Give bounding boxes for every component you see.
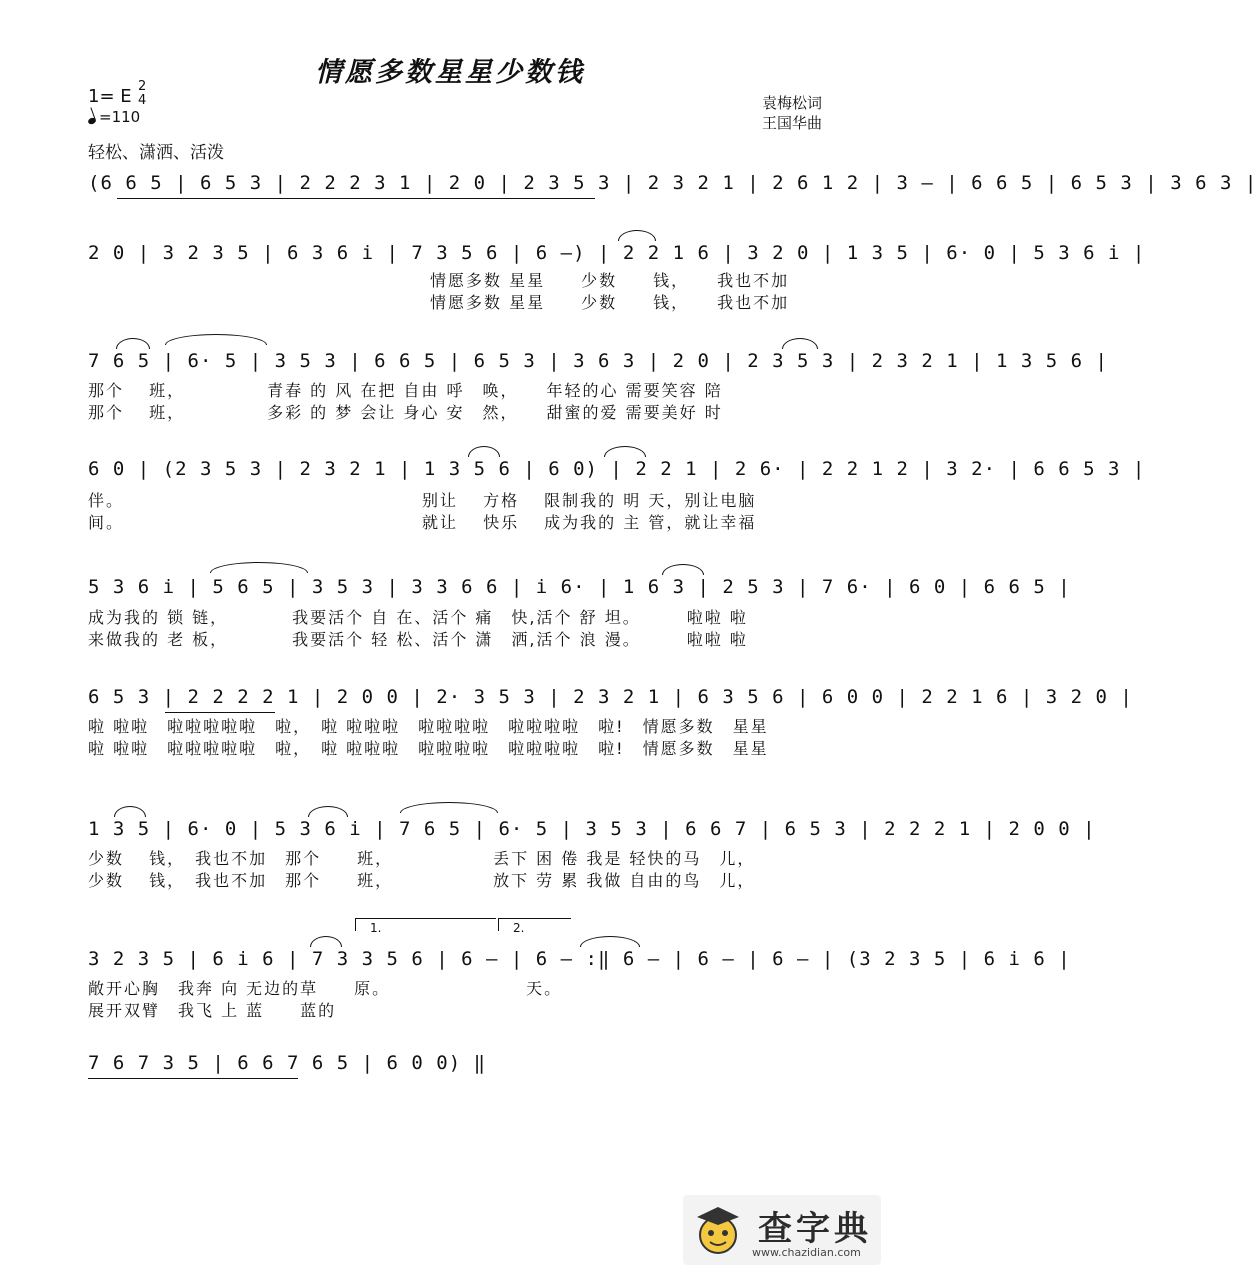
tie-slur — [210, 562, 308, 573]
time-signature-top: 2 — [138, 79, 147, 94]
underline — [88, 1078, 298, 1079]
quarter-note-icon — [87, 117, 97, 125]
watermark-brand-text: 查字典 — [758, 1209, 872, 1249]
tie-slur — [604, 446, 646, 457]
lyric-line-7-verse-2: 少数 钱， 我也不加 那个 班， 放下 劳 累 我做 自由的鸟 儿， — [88, 871, 756, 890]
notation-line-7: 1 3 5 | 6· 0 | 5 3 6 i | 7 6 5 | 6· 5 | 3 5 3 | 6 6 7 | 6 5 3 | 2 2 2 1 | 2 0 0 | — [88, 818, 1096, 840]
tie-slur — [165, 334, 267, 345]
lyric-line-5-verse-2: 来做我的 老 板， 我要活个 轻 松、活个 潇 洒,活个 浪 漫。 啦啦 啦 — [88, 630, 748, 649]
lyric-line-7-verse-1: 少数 钱， 我也不加 那个 班， 丢下 困 倦 我是 轻快的马 儿， — [88, 849, 756, 868]
time-signature-bottom: 4 — [138, 93, 147, 108]
tie-slur — [308, 806, 348, 817]
volta-first-label: 1. — [370, 921, 382, 935]
tie-slur — [400, 802, 498, 813]
notation-line-8: 3 2 3 5 | 6 i 6 | 7 3 3 5 6 | 6 – | 6 – :‖ 6 – | 6 – | 6 – | (3 2 3 5 | 6 i 6 | — [88, 948, 1071, 970]
lyricist-credit: 袁梅松词 — [761, 94, 822, 112]
volta-first-ending — [355, 918, 496, 935]
underline — [225, 198, 595, 199]
time-signature — [138, 80, 146, 108]
notation-line-2: 2 0 | 3 2 3 5 | 6 3 6 i | 7 3 5 6 | 6 –) | 2 2 1 6 | 3 2 0 | 1 3 5 | 6· 0 | 5 3 6 i | — [88, 242, 1146, 264]
tie-slur — [116, 338, 150, 349]
underline — [117, 198, 237, 199]
lyric-line-2-verse-1: 情愿多数 星星 少数 钱， 我也不加 — [430, 271, 790, 290]
tie-slur — [114, 806, 146, 817]
lyric-line-3-verse-2: 那个 班， 多彩 的 梦 会让 身心 安 然， 甜蜜的爱 需要美好 时 — [88, 403, 723, 422]
notation-line-4: 6 0 | (2 3 5 3 | 2 3 2 1 | 1 3 5 6 | 6 0) | 2 2 1 | 2 6· | 2 2 1 2 | 3 2· | 6 6 5 3 | — [88, 458, 1146, 480]
lyric-line-8-verse-2: 展开双臂 我飞 上 蓝 蓝的 — [88, 1001, 337, 1020]
notation-line-1: (6 6 5 | 6 5 3 | 2 2 2 3 1 | 2 0 | 2 3 5 3 | 2 3 2 1 | 2 6 1 2 | 3 – | 6 6 5 | 6 5 3 | 3 6 3 | — [88, 172, 1257, 194]
lyric-line-5-verse-1: 成为我的 锁 链， 我要活个 自 在、活个 痛 快,活个 舒 坦。 啦啦 啦 — [88, 608, 748, 627]
notation-line-9: 7 6 7 3 5 | 6 6 7 6 5 | 6 0 0) ‖ — [88, 1052, 487, 1074]
student-mascot-icon — [689, 1201, 747, 1259]
volta-second-label: 2. — [513, 921, 525, 935]
tie-slur — [580, 936, 640, 947]
key-signature: 1= E — [88, 86, 132, 107]
lyric-line-3-verse-1: 那个 班， 青春 的 风 在把 自由 呼 唤， 年轻的心 需要笑容 陪 — [88, 381, 723, 400]
lyric-line-4-verse-1: 伴。 别让 方格 限制我的 明 天，别让电脑 — [88, 491, 757, 510]
song-title: 情愿多数星星少数钱 — [315, 57, 585, 88]
tie-slur — [468, 446, 500, 457]
lyric-line-4-verse-2: 间。 就让 快乐 成为我的 主 管，就让幸福 — [88, 513, 757, 532]
composer-credit: 王国华曲 — [761, 114, 822, 132]
notation-line-6: 6 5 3 | 2 2 2 2 1 | 2 0 0 | 2· 3 5 3 | 2 3 2 1 | 6 3 5 6 | 6 0 0 | 2 2 1 6 | 3 2 0 | — [88, 686, 1133, 708]
notation-line-3: 7 6 5 | 6· 5 | 3 5 3 | 6 6 5 | 6 5 3 | 3 6 3 | 2 0 | 2 3 5 3 | 2 3 2 1 | 1 3 5 6 | — [88, 350, 1108, 372]
tie-slur — [782, 338, 818, 349]
watermark-url: www.chazidian.com — [752, 1246, 861, 1259]
lyric-line-6-verse-1: 啦 啦啦 啦啦啦啦啦 啦， 啦 啦啦啦 啦啦啦啦 啦啦啦啦 啦! 情愿多数 星星 — [88, 717, 769, 736]
underline — [165, 712, 275, 713]
expression-marking: 轻松、潇洒、活泼 — [88, 143, 224, 163]
lyric-line-8-verse-1: 敞开心胸 我奔 向 无边的草 原。 天。 — [88, 979, 563, 998]
tie-slur — [618, 230, 656, 241]
tie-slur — [310, 936, 342, 947]
tempo-value: =110 — [99, 108, 141, 126]
notation-line-5: 5 3 6 i | 5 6 5 | 3 5 3 | 3 3 6 6 | i 6· | 1 6 3 | 2 5 3 | 7 6· | 6 0 | 6 6 5 | — [88, 576, 1071, 598]
lyric-line-6-verse-2: 啦 啦啦 啦啦啦啦啦 啦， 啦 啦啦啦 啦啦啦啦 啦啦啦啦 啦! 情愿多数 星星 — [88, 739, 769, 758]
volta-second-ending — [498, 918, 571, 935]
lyric-line-2-verse-2: 情愿多数 星星 少数 钱， 我也不加 — [430, 293, 790, 312]
tie-slur — [662, 564, 704, 575]
tempo-marking — [88, 108, 140, 126]
